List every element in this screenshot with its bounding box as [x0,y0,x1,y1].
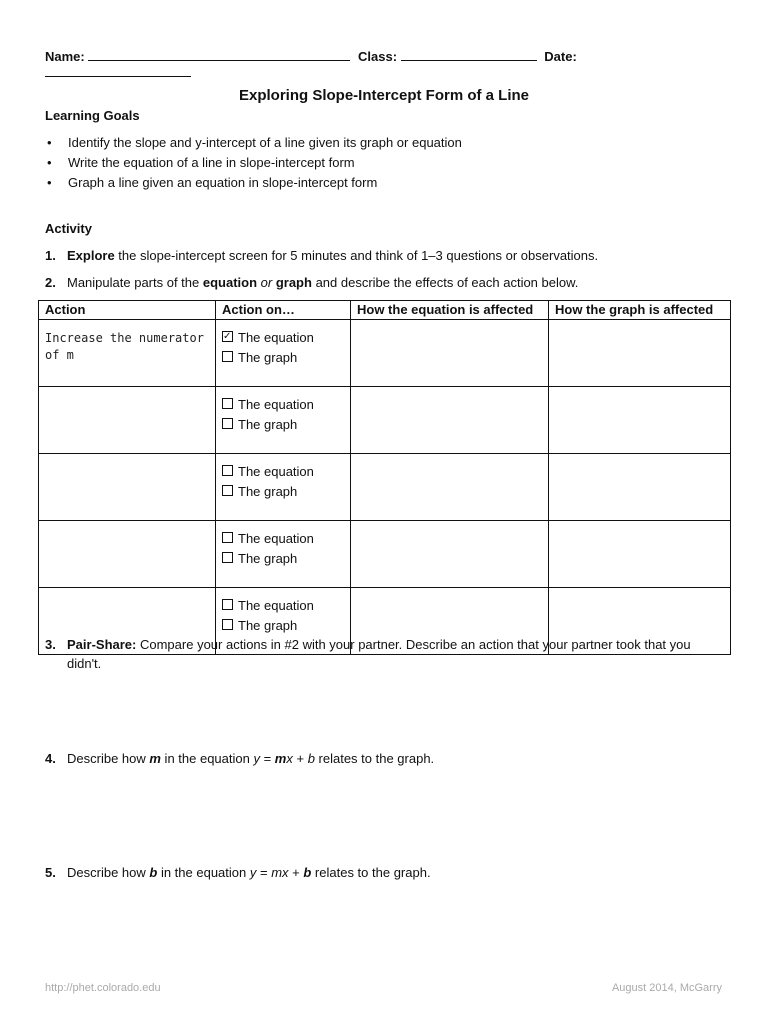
learning-goals-heading [45,108,140,123]
step-3-answer-area[interactable] [67,676,727,736]
action-text [45,454,209,464]
step-4-answer-area[interactable] [67,775,727,855]
learning-goals-list [45,133,725,193]
equation-b: b [307,751,315,766]
action-on-cell [216,521,351,588]
step-2 [45,273,725,292]
activity-table [38,300,731,655]
equation-m: m [271,865,283,880]
step-number: 4. [45,751,56,766]
step-number: 3. [45,637,56,652]
header-fields [45,48,725,80]
equation-x: x [286,751,293,766]
checkbox-label: The equation [238,598,314,613]
name-blank[interactable] [88,48,350,61]
step-number: 2. [45,275,56,290]
checkbox-option-graph[interactable] [222,616,344,636]
action-on-cell [216,320,351,387]
step-5-answer-area[interactable] [67,889,727,969]
checkbox-label: The graph [238,417,298,432]
checkbox-label: The equation [238,464,314,479]
equation-m: m [274,751,287,766]
checkbox-icon[interactable] [222,351,233,362]
step-bold: Pair-Share: [67,637,137,652]
checked-checkbox-icon[interactable] [222,331,233,342]
step-italic: or [257,275,276,290]
checkbox-option-graph[interactable] [222,415,344,435]
checkbox-option-graph[interactable] [222,549,344,569]
checkbox-option-equation[interactable] [222,529,344,549]
action-cell[interactable] [39,454,216,521]
equation-plus: + [292,751,308,766]
step-bold: Explore [67,248,115,263]
action-text [45,521,209,531]
action-text [45,588,209,598]
checkbox-label: The equation [238,397,314,412]
action-on-cell [216,454,351,521]
checkbox-icon[interactable] [222,532,233,543]
step-text [67,246,719,265]
variable-b: b [149,865,158,880]
equation-effect-cell[interactable] [351,521,549,588]
name-label: Name: [45,49,85,64]
action-text [45,387,209,397]
step-text-part: relates to the graph. [314,751,435,766]
checkbox-label: The graph [238,618,298,633]
step-text-part: Manipulate parts of the [67,275,203,290]
checkbox-icon[interactable] [222,398,233,409]
equation-effect-cell[interactable] [351,320,549,387]
checkbox-label: The equation [238,531,314,546]
graph-effect-cell[interactable] [549,521,731,588]
step-bold: graph [275,275,312,290]
step-text [67,635,719,673]
step-bold: equation [202,275,258,290]
checkbox-icon[interactable] [222,485,233,496]
date-label: Date: [544,49,577,64]
checkbox-option-equation[interactable] [222,395,344,415]
checkbox-icon[interactable] [222,599,233,610]
step-rest: Compare your actions in #2 with your partner. Describe an action that your partner took that you didn't. [67,637,691,671]
table-row [39,521,731,588]
learning-goals-heading-text: Learning Goals [45,108,140,123]
step-text-part: relates to the graph. [311,865,431,880]
table-header-row [39,301,731,320]
header-graph-affected: How the graph is affected [549,301,731,320]
action-text: Increase the numerator of m [45,331,204,362]
action-cell[interactable] [39,521,216,588]
header-action-on: Action on… [216,301,351,320]
activity-heading-text: Activity [45,221,92,236]
equation-y: y [253,751,260,766]
class-blank[interactable] [401,48,537,61]
checkbox-icon[interactable] [222,619,233,630]
graph-effect-cell[interactable] [549,320,731,387]
step-text-part: and describe the effects of each action below. [311,275,579,290]
step-number: 1. [45,248,56,263]
goal-item: • Identify the slope and y-intercept of a line given its graph or equation [45,133,725,153]
step-number: 5. [45,865,56,880]
equation-x: x [282,865,289,880]
equation-equals: = [259,751,275,766]
checkbox-icon[interactable] [222,552,233,563]
step-text-part: in the equation [157,865,250,880]
checkbox-option-equation[interactable] [222,328,344,348]
checkbox-option-equation[interactable] [222,596,344,616]
table-row [39,454,731,521]
checkbox-icon[interactable] [222,465,233,476]
step-rest: the slope-intercept screen for 5 minutes and think of 1–3 questions or observations. [114,248,599,263]
graph-effect-cell[interactable] [549,454,731,521]
header-action: Action [39,301,216,320]
checkbox-label: The equation [238,330,314,345]
table-row [39,320,731,387]
step-3 [45,635,725,673]
equation-equals: = [256,865,272,880]
equation-y: y [249,865,257,880]
table-row [39,387,731,454]
date-blank[interactable] [45,64,191,77]
footer-url[interactable]: http://phet.colorado.edu [45,982,161,994]
checkbox-label: The graph [238,350,298,365]
goal-item: • Write the equation of a line in slope-intercept form [45,153,725,173]
graph-effect-cell[interactable] [549,387,731,454]
variable-m: m [149,751,161,766]
page-title: Exploring Slope-Intercept Form of a Line [238,87,530,104]
action-cell[interactable] [39,320,216,387]
footer-credit: August 2014, McGarry [611,982,722,994]
step-text [67,749,719,768]
checkbox-option-graph[interactable] [222,482,344,502]
step-5 [45,863,725,882]
step-text [67,273,719,292]
class-label: Class: [358,49,398,64]
checkbox-icon[interactable] [222,418,233,429]
equation-effect-cell[interactable] [351,387,549,454]
checkbox-option-equation[interactable] [222,462,344,482]
step-1 [45,246,725,265]
checkbox-label: The graph [238,551,298,566]
step-4 [45,749,725,768]
activity-heading [45,221,92,236]
checkbox-label: The graph [238,484,298,499]
action-on-cell [216,387,351,454]
step-text [67,863,719,882]
equation-plus: + [288,865,304,880]
equation-b: b [303,865,312,880]
goal-item: • Graph a line given an equation in slope-intercept form [45,173,725,193]
step-text-part: Describe how [67,751,150,766]
step-text-part: in the equation [160,751,254,766]
header-equation-affected: How the equation is affected [351,301,549,320]
equation-effect-cell[interactable] [351,454,549,521]
action-cell[interactable] [39,387,216,454]
step-text-part: Describe how [67,865,150,880]
checkbox-option-graph[interactable] [222,348,344,368]
